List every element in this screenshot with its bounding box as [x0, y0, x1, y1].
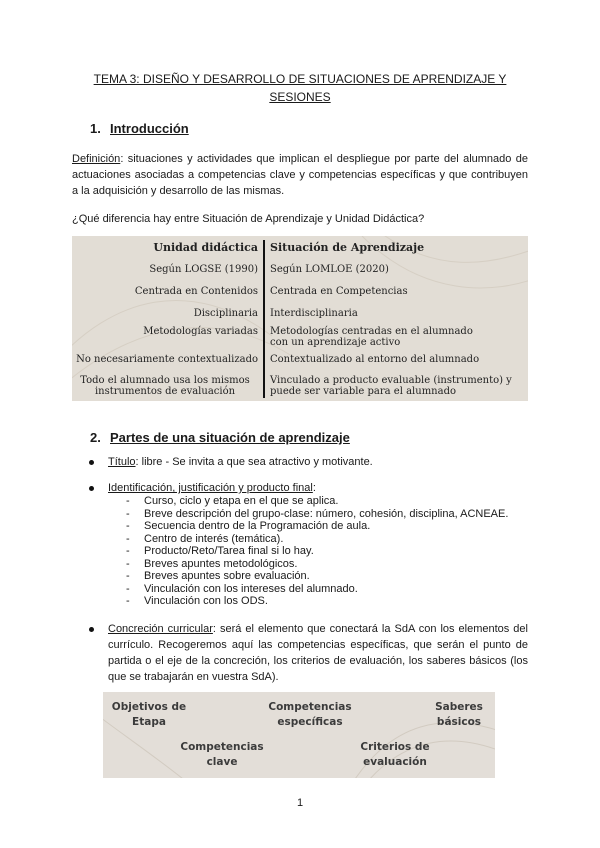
comparison-table-image: [72, 236, 528, 401]
definition-term: Definición: [72, 153, 121, 165]
subitem-text: Producto/Reto/Tarea final si lo hay.: [144, 545, 314, 557]
bullet-titulo: [108, 454, 528, 470]
subitem-text: Curso, ciclo y etapa en el que se aplica.: [144, 495, 339, 507]
bullet-text: : libre - Se invita a que sea atractivo y motivante.: [135, 456, 373, 468]
section-heading-intro: [90, 121, 189, 136]
table-cell-right: Interdisciplinaria: [270, 308, 358, 319]
table-cell-left: Disciplinaria: [193, 308, 258, 319]
table-cell-left: No necesariamente contextualizado: [76, 354, 258, 365]
table-cell-right: Contextualizado al entorno del alumnado: [270, 354, 480, 365]
definition-paragraph: [72, 151, 528, 199]
question-text: ¿Qué diferencia hay entre Situación de Aprendizaje y Unidad Didáctica?: [72, 213, 425, 225]
subitem: - Vinculación con los ODS.: [126, 595, 268, 607]
curriculum-diagram: [103, 692, 495, 778]
subitem: - Producto/Reto/Tarea final si lo hay.: [126, 545, 314, 557]
subitem: - Curso, ciclo y etapa en el que se aplica.: [126, 495, 339, 507]
section-title: Partes de una situación de aprendizaje: [110, 430, 350, 445]
subitem-text: Breves apuntes sobre evaluación.: [144, 570, 310, 582]
bullet-term: Título: [108, 456, 136, 468]
document-title: TEMA 3: DISEÑO Y DESARROLLO DE SITUACIONES DE APRENDIZAJE Y SESIONES: [93, 72, 507, 104]
table-cell-left: Centrada en Contenidos: [134, 286, 258, 297]
table-cell-right: Según LOMLOE (2020): [270, 264, 389, 275]
bullet-text: : será el elemento que conectará la SdA con los elementos del currículo. Recogeremos aquí las competencias específicas, que serán el punto de partida o el eje de la concreción, los criterios de evaluación, los saberes básicos (los que se trabajarán en vuestra SdA).: [108, 623, 528, 683]
diagram-objetivos: Objetivos de Etapa: [111, 701, 187, 728]
table-cell-right: Centrada en Competencias: [270, 286, 408, 297]
page-number: 1: [296, 797, 304, 809]
subitem-text: Vinculación con los intereses del alumnado.: [144, 582, 358, 595]
diagram-competencias-especificas: Competencias específicas: [268, 701, 352, 728]
section-number: 1.: [90, 121, 101, 136]
subitem: - Centro de interés (temática).: [126, 532, 284, 545]
bullet-term: Identificación, justificación y producto final: [108, 482, 313, 494]
section-title: Introducción: [110, 121, 189, 136]
subitem: - Secuencia dentro de la Programación de aula.: [126, 520, 371, 532]
table-cell-left: Todo el alumnado usa los mismos instrumentos de evaluación: [80, 375, 250, 397]
table-divider: [263, 240, 265, 398]
table-cell-right: Metodologías centradas en el alumnado con un aprendizaje activo: [270, 326, 473, 348]
subitem: - Breves apuntes sobre evaluación.: [126, 570, 310, 582]
diagram-criterios: Criterios de evaluación: [360, 741, 430, 768]
section-number: 2.: [90, 430, 101, 445]
subitem: - Vinculación con los intereses del alumnado.: [126, 582, 358, 595]
subitem-text: Secuencia dentro de la Programación de aula.: [144, 520, 371, 532]
subitem-text: Breves apuntes metodológicos.: [144, 557, 298, 570]
subitem-text: Vinculación con los ODS.: [144, 595, 268, 607]
table-cell-left: Metodologías variadas: [143, 326, 258, 337]
bullet-dot: [89, 486, 94, 491]
table-cell-left: Según LOGSE (1990): [149, 264, 258, 275]
definition-text: : situaciones y actividades que implican el despliegue por parte del alumnado de actuaciones asociadas a competencias clave y competencias específicas y que contribuyen a la adquisición y desarrollo de las mismas.: [72, 153, 528, 197]
bullet-dot: [89, 627, 94, 632]
table-cell-right: Vinculado a producto evaluable (instrumento) y puede ser variable para el alumnado: [270, 375, 512, 397]
section-heading-partes: [90, 430, 350, 445]
bullet-dot: [89, 460, 94, 465]
header-situacion: Situación de Aprendizaje: [270, 241, 425, 254]
subitem: - Breve descripción del grupo-clase: número, cohesión, disciplina, ACNEAE.: [126, 507, 509, 520]
bullet-identificacion: [108, 480, 528, 496]
bullet-concrecion: [108, 621, 528, 685]
header-unidad: Unidad didáctica: [153, 241, 258, 254]
subitem-text: Centro de interés (temática).: [144, 532, 284, 545]
subitem-text: Breve descripción del grupo-clase: número, cohesión, disciplina, ACNEAE.: [144, 507, 509, 520]
diagram-saberes: Saberes básicos: [435, 701, 483, 728]
diagram-competencias-clave: Competencias clave: [180, 741, 264, 768]
subitem: - Breves apuntes metodológicos.: [126, 557, 298, 570]
bullet-term: Concreción curricular: [108, 623, 213, 635]
bullet-text: :: [312, 482, 316, 494]
